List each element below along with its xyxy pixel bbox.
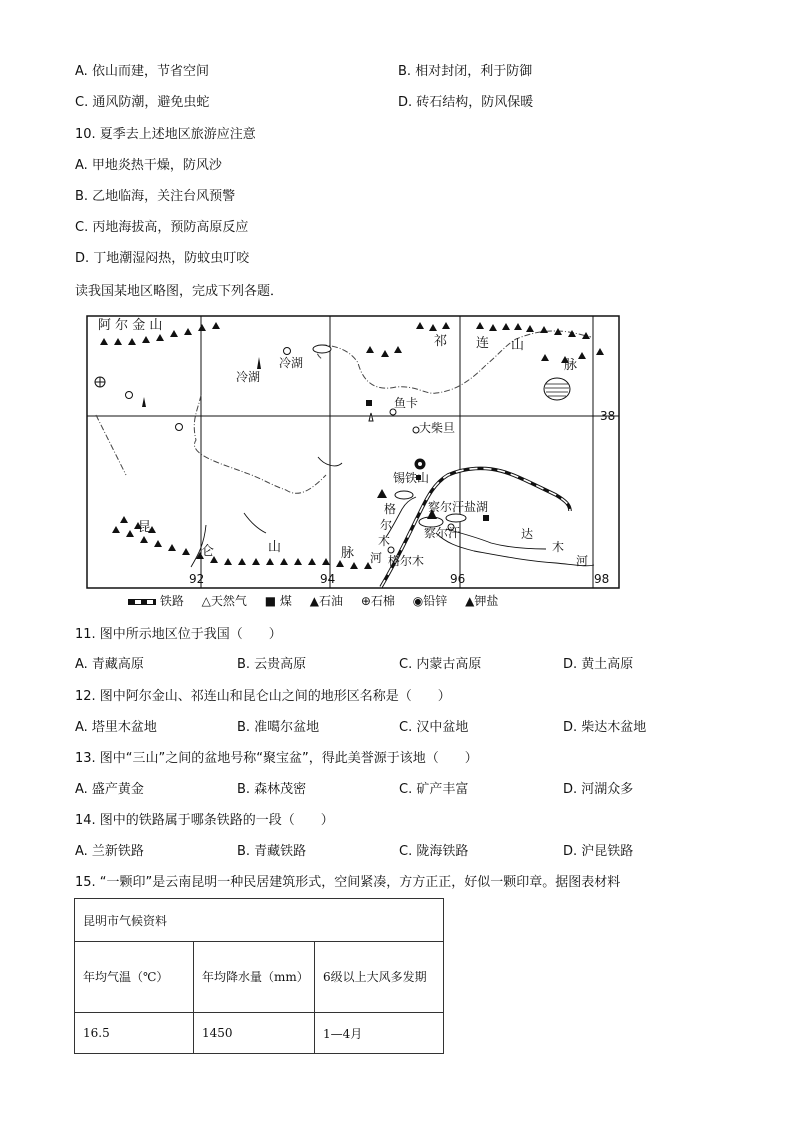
option-12c: C. 汉中盆地 [399,720,469,735]
svg-text:98: 98 [594,572,610,586]
question-11-stem: 11. 图中所示地区位于我国（ ） [75,627,282,642]
legend-asbestos: ⊕石棉 [360,594,395,608]
svg-text:木: 木 [552,540,565,554]
value-windy-period: 1—4月 [315,1013,444,1054]
question-15-stem: 15. “一颗印”是云南昆明一种民居建筑形式，空间紧凑，方方正正，好似一颗印章。据图表材料 [75,875,621,890]
value-avg-precip: 1450 [194,1013,315,1054]
question-14-stem: 14. 图中的铁路属于哪条铁路的一段（ ） [75,813,334,828]
option-11c: C. 内蒙古高原 [399,657,482,672]
option-10a: A. 甲地炎热干燥，防风沙 [75,158,222,173]
svg-text:鱼卡: 鱼卡 [394,396,419,410]
option-9b: B. 相对封闭，利于防御 [398,64,533,79]
climate-table-title: 昆明市气候资料 [75,899,444,942]
option-11a: A. 青藏高原 [75,657,144,672]
option-10b: B. 乙地临海，关注台风预警 [75,189,236,204]
svg-text:昆: 昆 [138,520,152,535]
option-10c: C. 丙地海拔高，预防高原反应 [75,220,249,235]
svg-text:格尔木: 格尔木 [388,554,425,568]
option-12d: D. 柴达木盆地 [563,720,647,735]
question-10-stem: 10. 夏季去上述地区旅游应注意 [75,127,256,142]
svg-text:察尔汗: 察尔汗 [424,526,461,540]
svg-text:92: 92 [189,572,205,586]
svg-text:冷湖: 冷湖 [279,356,304,370]
svg-text:94: 94 [320,572,336,586]
svg-text:山: 山 [268,540,282,555]
svg-text:祁: 祁 [434,334,448,349]
lenghu-lake [313,345,331,353]
header-windy-period: 6级以上大风多发期 [315,942,444,1013]
potash-icon: ▲ [465,594,475,608]
option-13d: D. 河湖众多 [563,782,634,797]
coal-symbol-yuka [366,400,372,406]
asbestos-symbol [95,377,105,387]
svg-text:山: 山 [511,338,525,353]
value-avg-temp: 16.5 [75,1013,194,1054]
option-9c: C. 通风防潮，避免虫蛇 [75,95,210,110]
map-intro: 读我国某地区略图，完成下列各题． [75,284,284,299]
legend-potash: ▲钾盐 [465,594,499,608]
option-11d: D. 黄土高原 [563,657,634,672]
svg-text:察尔汗盐湖: 察尔汗盐湖 [428,500,489,514]
svg-text:96: 96 [450,572,466,586]
question-13-stem: 13. 图中“三山”之间的盆地号称“聚宝盆”，得此美誉源于该地（ ） [75,751,478,766]
map-legend [128,592,512,609]
svg-text:脉: 脉 [564,358,578,373]
question-12-stem: 12. 图中阿尔金山、祁连山和昆仑山之间的地形区名称是（ ） [75,689,451,704]
option-10d: D. 丁地潮湿闷热，防蚊虫叮咬 [75,251,250,266]
option-13b: B. 森林茂密 [237,782,307,797]
header-avg-precip: 年均降水量（mm） [194,942,315,1013]
legend-natural-gas: △天然气 [201,594,247,608]
option-9d: D. 砖石结构，防风保暖 [398,95,534,110]
svg-text:阿 尔 金 山: 阿 尔 金 山 [98,318,163,333]
lead-zinc-icon: ◉ [412,594,424,608]
svg-text:38: 38 [600,409,616,423]
lead-zinc-symbol [415,459,426,470]
option-14d: D. 沪昆铁路 [563,844,634,859]
svg-text:河: 河 [370,551,383,565]
svg-text:木: 木 [378,534,391,548]
option-14b: B. 青藏铁路 [237,844,307,859]
coal-icon: ■ [264,594,277,608]
svg-text:格: 格 [384,502,397,516]
option-14a: A. 兰新铁路 [75,844,144,859]
qaidam-basin-map [86,315,620,610]
header-avg-temp: 年均气温（℃） [75,942,194,1013]
option-11b: B. 云贵高原 [237,657,307,672]
option-13a: A. 盛产黄金 [75,782,144,797]
svg-text:冷湖: 冷湖 [236,370,261,384]
legend-lead-zinc: ◉铅锌 [412,594,448,608]
svg-text:连: 连 [476,336,490,351]
svg-text:尔: 尔 [380,518,393,532]
svg-text:达: 达 [521,527,534,541]
railway-icon [128,599,156,605]
option-14c: C. 陇海铁路 [399,844,469,859]
legend-oil: ▲石油 [309,594,344,608]
natural-gas-icon: △ [201,594,211,608]
climate-table [74,898,444,1054]
asbestos-icon: ⊕ [360,594,371,608]
option-12b: B. 准噶尔盆地 [237,720,320,735]
option-12a: A. 塔里木盆地 [75,720,157,735]
option-9a: A. 依山而建，节省空间 [75,64,209,79]
svg-text:脉: 脉 [341,546,355,561]
svg-text:锡铁山: 锡铁山 [393,471,430,485]
svg-text:河: 河 [576,554,589,568]
svg-text:仑: 仑 [201,544,215,559]
legend-coal: ■ 煤 [264,594,292,608]
svg-text:大柴旦: 大柴旦 [419,421,456,435]
legend-railway: 铁路 [128,594,184,608]
oil-icon: ▲ [309,594,319,608]
option-13c: C. 矿产丰富 [399,782,469,797]
salt-lake-east [544,378,570,400]
